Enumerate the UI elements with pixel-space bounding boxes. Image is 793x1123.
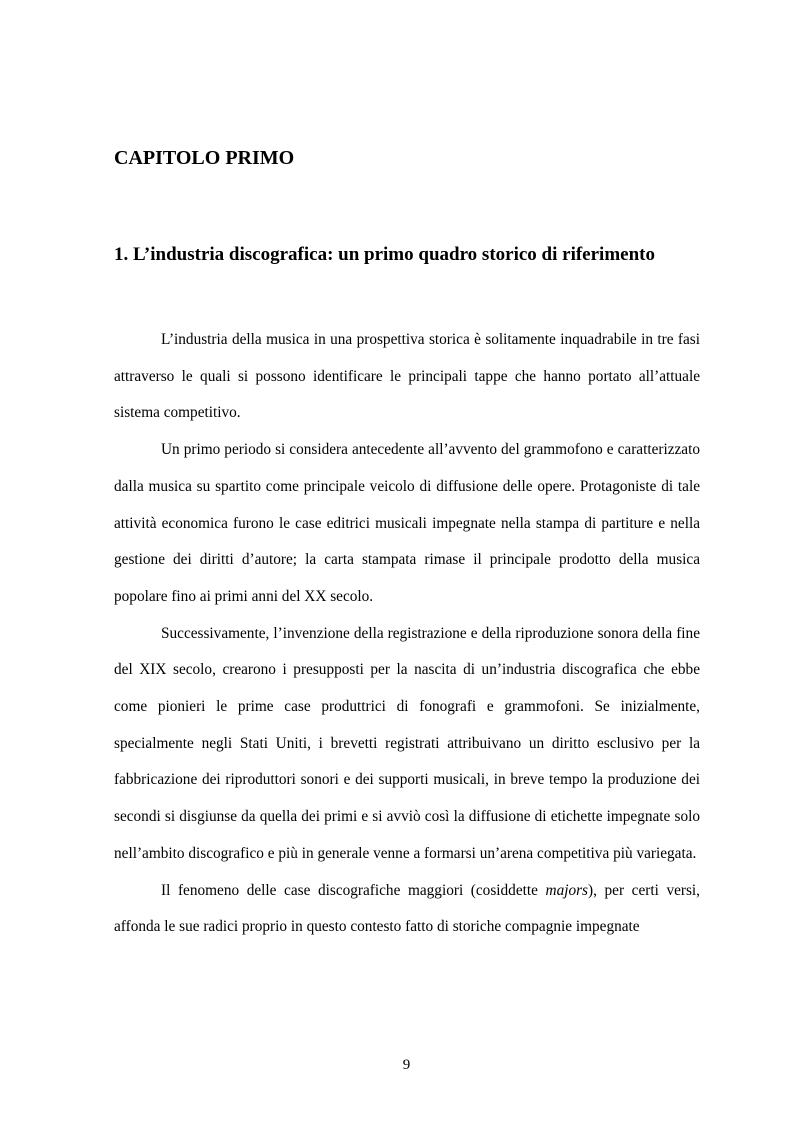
paragraph-4-text-end: ), per certi versi, affonda le sue radici proprio in questo contesto fatto di storiche compagnie impegnate (114, 881, 701, 936)
paragraph-4-italic-term: majors (545, 881, 589, 899)
paragraph-1: L’industria della musica in una prospettiva storica è solitamente inquadrabile in tre fasi attraverso le quali si possono identificare le principali tappe che hanno portato all’attuale sistema competitivo. (114, 331, 700, 422)
chapter-title: CAPITOLO PRIMO (114, 147, 295, 169)
paragraph-3: Successivamente, l’invenzione della registrazione e della riproduzione sonora della fine del XIX secolo, crearono i presupposti per la nascita di un’industria discografica che ebbe come pionieri le prime case produttrici di fonografi e grammofoni. Se inizialmente, specialmente negli Stati Uniti, i brevetti registrati attribuivano un diritto esclusivo per la fabbricazione dei riproduttori sonori e dei supporti musicali, in breve tempo la produzione dei secondi si disgiunse da quella dei primi e si avviò così la diffusione di etichette impegnate solo nell’ambito discografico e più in generale venne a formarsi un’arena competitiva più variegata. (114, 624, 700, 862)
paragraph-2: Un primo periodo si considera antecedente all’avvento del grammofono e caratterizzato dalla musica su spartito come principale veicolo di diffusione delle opere. Protagoniste di tale attività economica furono le case editrici musicali impegnate nella stampa di partiture e nella gestione dei diritti d’autore; la carta stampata rimase il principale prodotto della musica popolare fino ai primi anni del XX secolo. (114, 441, 700, 605)
page-number: 9 (402, 1057, 411, 1073)
paragraph-4-text-start: Il fenomeno delle case discografiche maggiori (cosiddette (161, 881, 546, 899)
body-text (114, 322, 700, 946)
paragraph-4 (114, 873, 700, 946)
section-title: 1. L’industria discografica: un primo quadro storico di riferimento (114, 244, 655, 265)
